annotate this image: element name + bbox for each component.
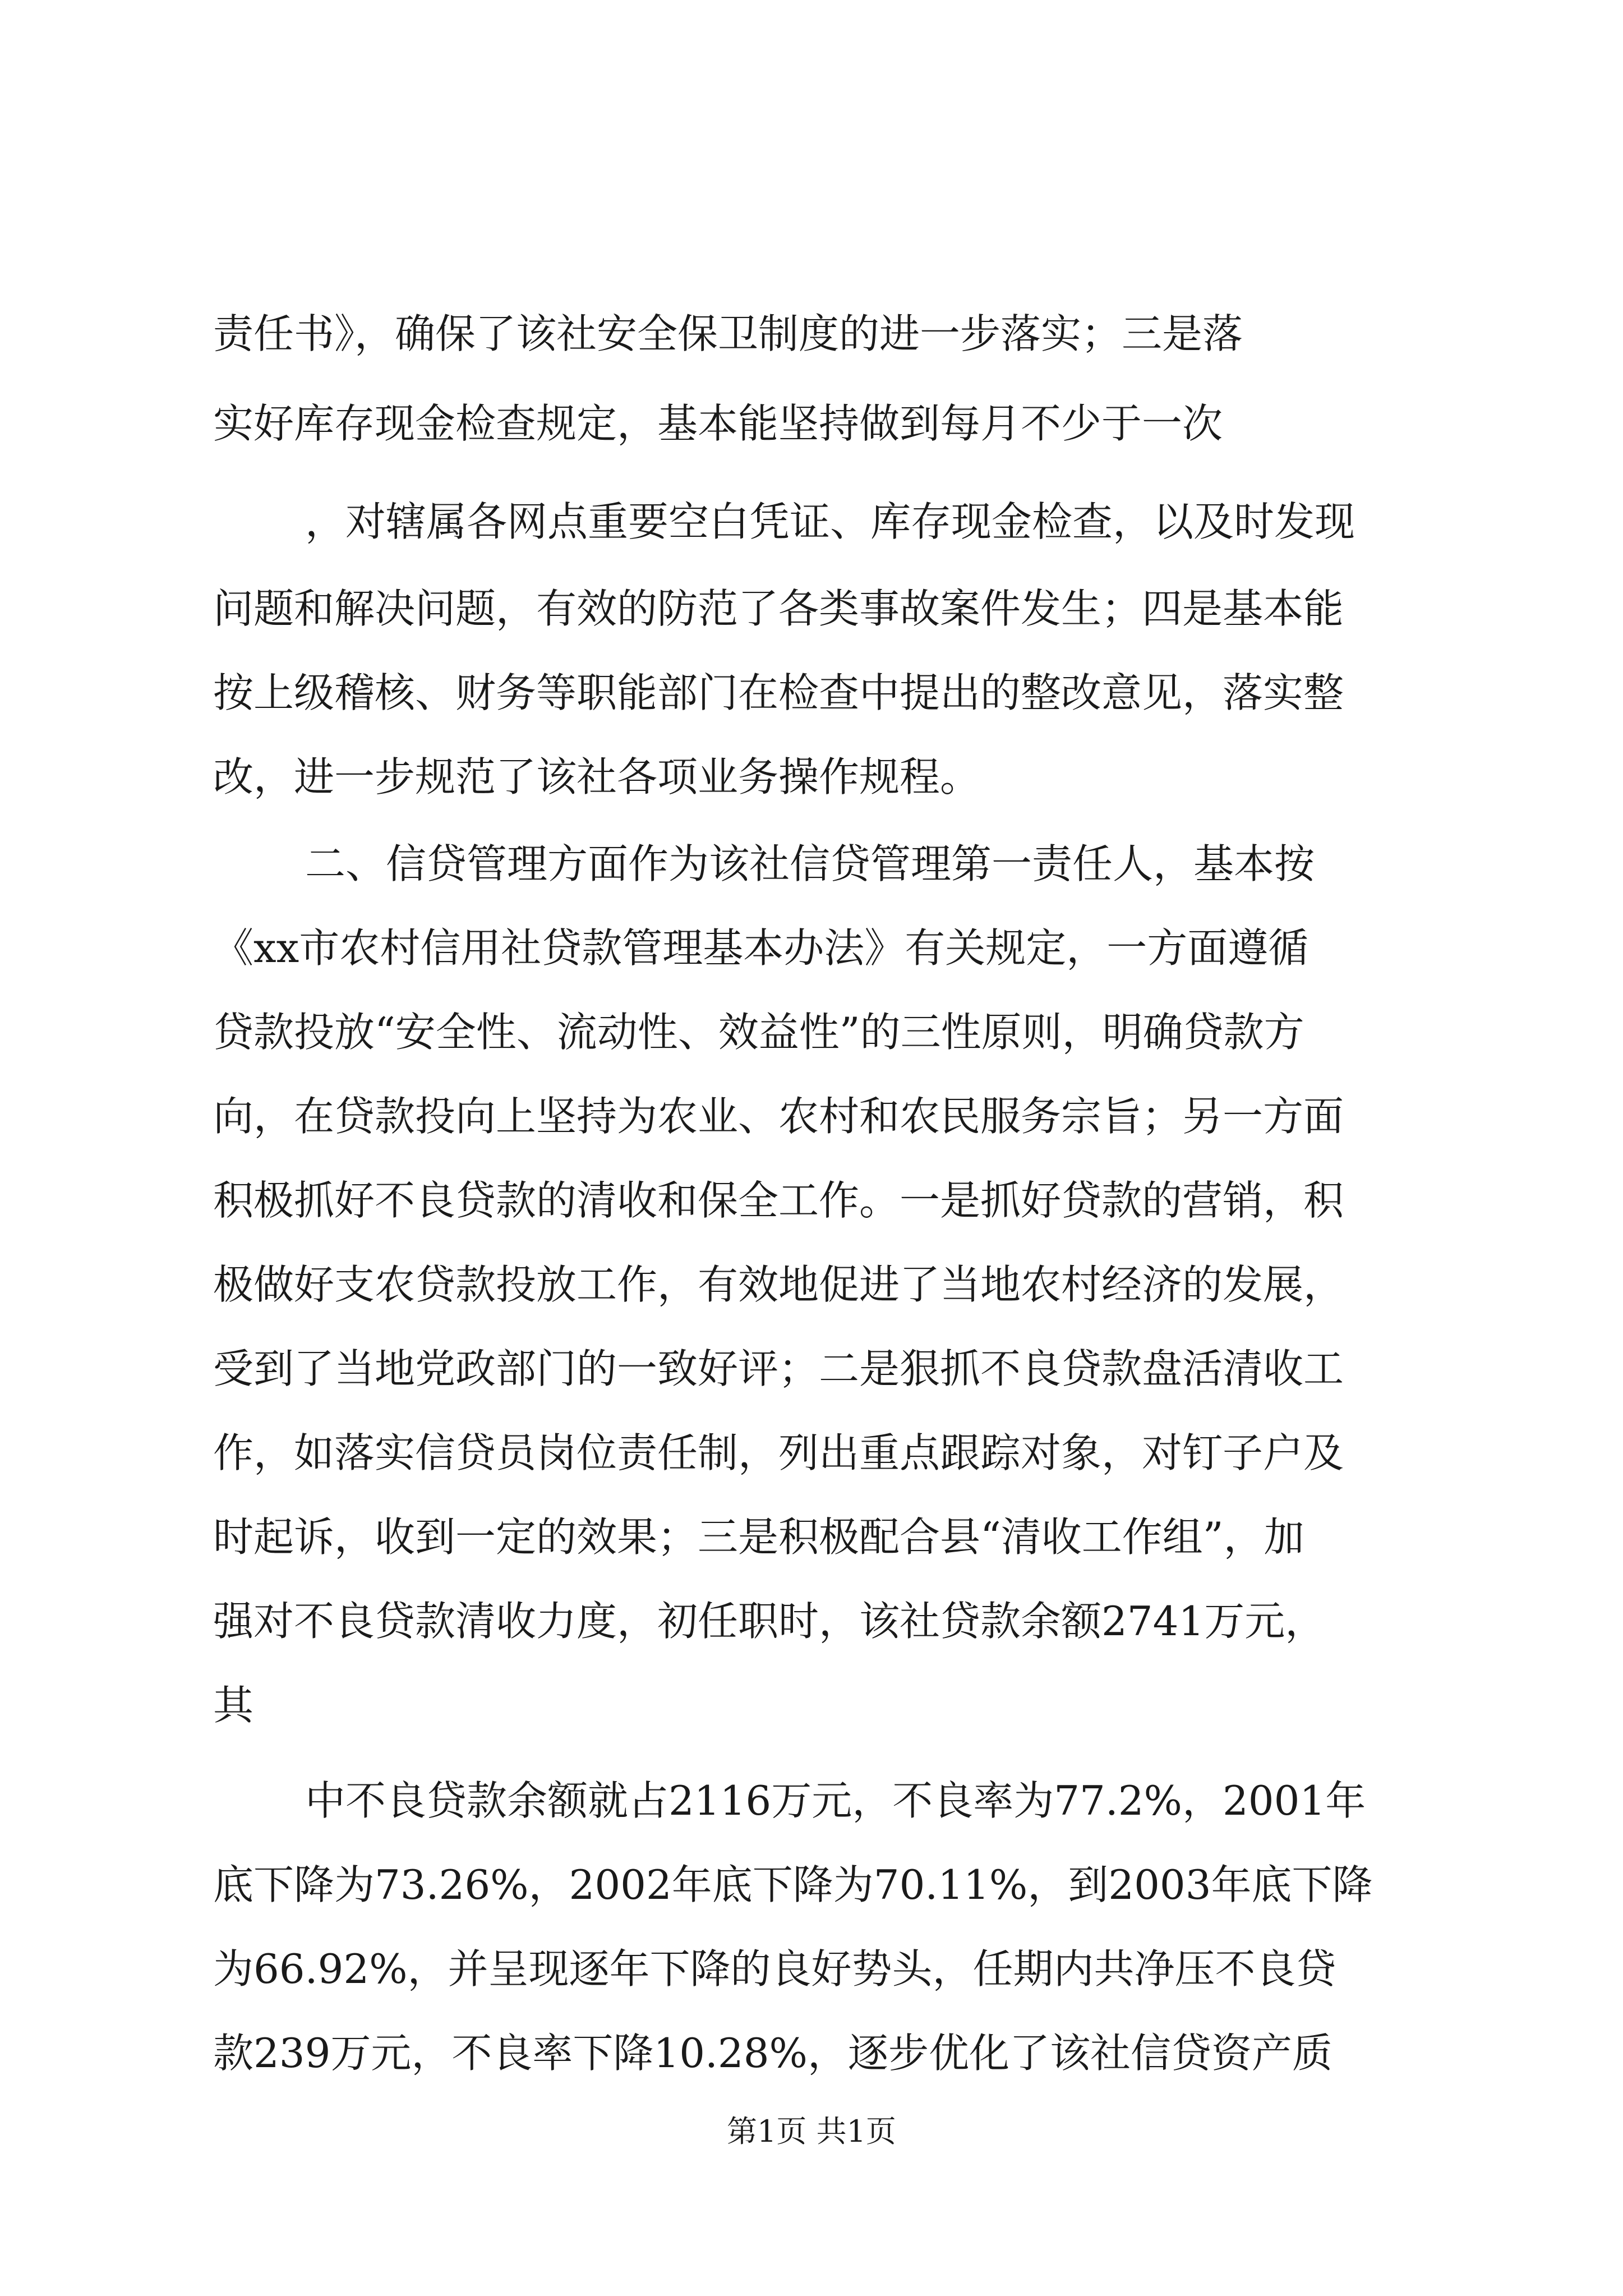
text-line-14: 作，如落实信贷员岗位责任制，列出重点跟踪对象，对钉子户及 — [213, 1429, 1344, 1476]
text-line-15: 时起诉，收到一定的效果；三是积极配合县“清收工作组”，加 — [213, 1513, 1304, 1561]
text-line-7: 二、信贷管理方面作为该社信贷管理第一责任人，基本按 — [305, 840, 1315, 887]
text-line-19: 底下降为73.26%，2002年底下降为70.11%，到2003年底下降 — [213, 1861, 1373, 1908]
text-line-13: 受到了当地党政部门的一致好评；二是狠抓不良贷款盘活清收工 — [213, 1345, 1344, 1392]
text-line-16: 强对不良贷款清收力度，初任职时，该社贷款余额2741万元， — [213, 1598, 1326, 1645]
text-line-4: 问题和解决问题，有效的防范了各类事故案件发生；四是基本能 — [213, 585, 1344, 632]
page-number-footer: 第1页 共1页 — [727, 2114, 896, 2149]
text-line-1: 责任书》，确保了该社安全保卫制度的进一步落实；三是落 — [213, 310, 1243, 357]
text-line-11: 积极抓好不良贷款的清收和保全工作。一是抓好贷款的营销，积 — [213, 1177, 1344, 1224]
text-line-5: 按上级稽核、财务等职能部门在检查中提出的整改意见，落实整 — [213, 669, 1344, 716]
text-line-6: 改，进一步规范了该社各项业务操作规程。 — [213, 753, 981, 800]
text-line-21: 款239万元，不良率下降10.28%，逐步优化了该社信贷资产质 — [213, 2030, 1332, 2077]
text-line-2: 实好库存现金检查规定，基本能坚持做到每月不少于一次 — [213, 400, 1223, 447]
text-line-8: 《xx市农村信用社贷款管理基本办法》有关规定，一方面遵循 — [213, 924, 1309, 972]
text-line-17: 其 — [213, 1682, 254, 1729]
text-line-12: 极做好支农贷款投放工作，有效地促进了当地农村经济的发展， — [213, 1261, 1344, 1308]
text-line-10: 向，在贷款投向上坚持为农业、农村和农民服务宗旨；另一方面 — [213, 1093, 1344, 1140]
text-line-3: ，对辖属各网点重要空白凭证、库存现金检查，以及时发现 — [305, 498, 1355, 545]
text-line-20: 为66.92%，并呈现逐年下降的良好势头，任期内共净压不良贷 — [213, 1945, 1336, 1993]
text-line-9: 贷款投放“安全性、流动性、效益性”的三性原则，明确贷款方 — [213, 1009, 1304, 1056]
text-line-18: 中不良贷款余额就占2116万元，不良率为77.2%，2001年 — [305, 1777, 1366, 1824]
